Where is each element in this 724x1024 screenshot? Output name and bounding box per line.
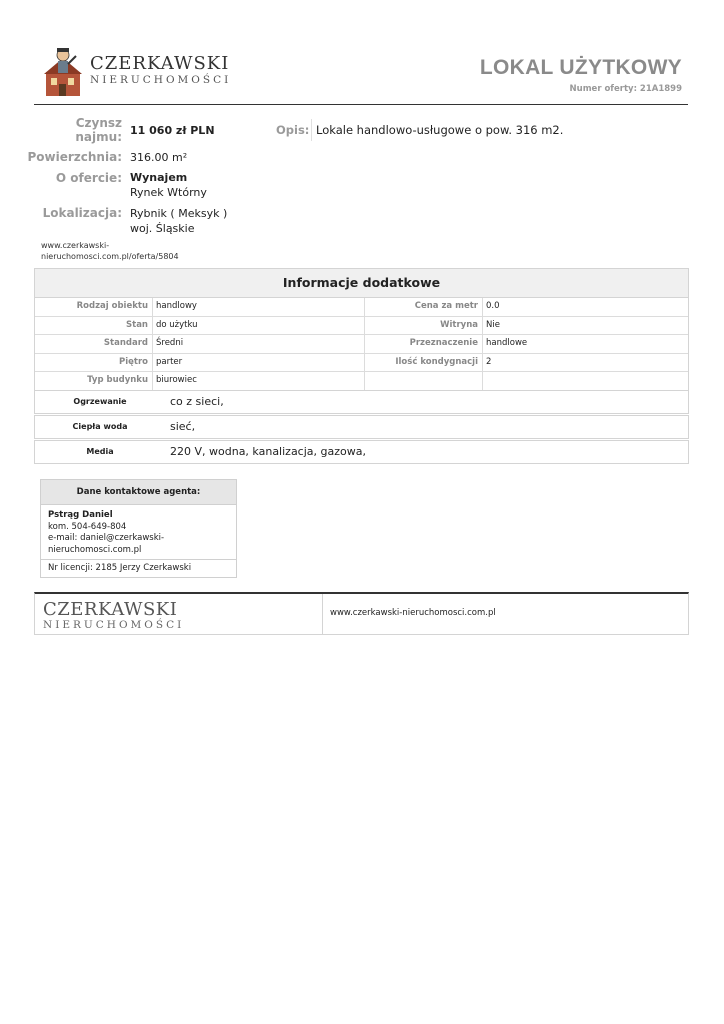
location-city: Rybnik ( Meksyk ): [130, 207, 228, 220]
row-label: Witryna: [365, 317, 483, 335]
row-value: biurowiec: [153, 372, 365, 390]
lokalizacja-label: Lokalizacja:: [42, 206, 122, 220]
offer-link[interactable]: www.czerkawski-nieruchomosci.com.pl/oferta/5804: [41, 241, 179, 261]
row-value: Średni: [153, 335, 365, 353]
row-value: parter: [153, 354, 365, 372]
location-region: woj. Śląskie: [130, 222, 195, 235]
o-ofercie-label: O ofercie:: [55, 171, 122, 185]
row-label: Stan: [35, 317, 153, 335]
offer-number: Numer oferty: 21A1899: [569, 84, 682, 94]
row-value: Nie: [486, 319, 500, 330]
row-value: 0.0: [486, 301, 500, 311]
table-row: [35, 298, 688, 317]
agent-contact-box: [40, 479, 237, 578]
row-label: Cena za metr: [365, 298, 483, 316]
offer-type: Wynajem: [130, 171, 188, 184]
row-label: [365, 372, 483, 390]
hot-water-value: sieć,: [170, 420, 196, 433]
czynsz-value: 11 060 zł PLN: [130, 124, 215, 137]
footer-brand-subtitle: NIERUCHOMOŚCI: [43, 619, 185, 631]
row-label: Standard: [35, 335, 153, 353]
media-value: 220 V, wodna, kanalizacja, gazowa,: [170, 445, 366, 458]
house-mascot-icon: [42, 46, 86, 98]
opis-value: Lokale handlowo-usługowe o pow. 316 m2.: [316, 123, 564, 137]
row-label: Ilość kondygnacji: [365, 354, 483, 372]
row-label: Typ budynku: [35, 372, 153, 390]
table-row: [35, 317, 688, 336]
agent-name: Pstrąg Daniel: [48, 510, 113, 520]
footer-logo: [43, 600, 184, 631]
brand-subtitle: NIERUCHOMOŚCI: [90, 74, 232, 86]
footer-brand-name: CZERKAWSKI: [43, 599, 178, 620]
company-logo: [42, 46, 232, 98]
header-divider: [34, 104, 688, 105]
powierzchnia-value: 316.00 m²: [130, 151, 188, 164]
hot-water-row: [34, 415, 689, 439]
agent-phone[interactable]: kom. 504-649-804: [48, 521, 127, 532]
row-label: Przeznaczenie: [365, 335, 483, 353]
agent-contact-title: Dane kontaktowe agenta:: [41, 480, 236, 505]
heating-row: [34, 390, 689, 414]
additional-info-table: [34, 268, 689, 391]
row-value: handlowy: [153, 298, 365, 316]
brand-name: CZERKAWSKI: [90, 53, 230, 74]
market-type: Rynek Wtórny: [130, 186, 207, 199]
table-row: [35, 372, 688, 390]
footer-divider: [322, 594, 323, 635]
table-row: [35, 335, 688, 354]
row-value: handlowe: [486, 338, 528, 348]
document-title: LOKAL UŻYTKOWY: [479, 56, 682, 79]
footer-website-link[interactable]: www.czerkawski-nieruchomosci.com.pl: [330, 608, 496, 618]
row-label: Piętro: [35, 354, 153, 372]
agent-email[interactable]: e-mail: daniel@czerkawski-nieruchomosci.com.pl: [48, 533, 165, 555]
heating-value: co z sieci,: [170, 395, 224, 408]
czynsz-label: Czynsz najmu:: [75, 116, 122, 144]
powierzchnia-label: Powierzchnia:: [27, 150, 122, 164]
footer: [34, 592, 689, 635]
agent-license: Nr licencji: 2185 Jerzy Czerkawski: [48, 563, 192, 573]
row-value: 2: [486, 356, 492, 367]
row-label: Rodzaj obiektu: [35, 298, 153, 316]
opis-label: Opis:: [276, 123, 310, 137]
media-label: Media: [86, 447, 114, 456]
row-value: do użytku: [153, 317, 365, 335]
hot-water-label: Ciepła woda: [72, 422, 128, 431]
additional-info-title: Informacje dodatkowe: [35, 269, 688, 298]
media-row: [34, 440, 689, 464]
table-row: [35, 354, 688, 373]
row-value: [483, 372, 688, 390]
opis-divider: [311, 119, 312, 141]
heating-label: Ogrzewanie: [73, 397, 127, 406]
